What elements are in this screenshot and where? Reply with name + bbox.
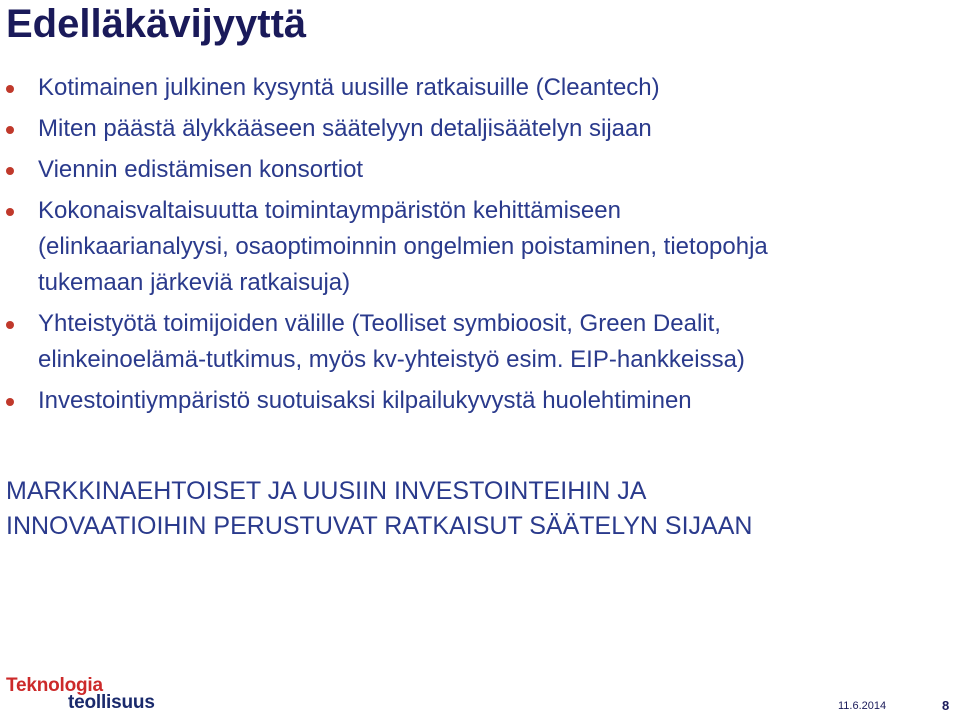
bullet-dot-icon [6,398,14,406]
slide-title: Edelläkävijyyttä [6,2,307,46]
bullet-list [0,70,960,424]
bullet-dot-icon [6,85,14,93]
bullet-text-line: tukemaan järkeviä ratkaisuja) [38,269,351,296]
bullet-text-line: elinkeinoelämä-tutkimus, myös kv-yhteistyö esim. EIP-hankkeissa) [38,346,745,373]
bullet-dot-icon [6,321,14,329]
teknologiateollisuus-logo [6,676,186,712]
bullet-dot-icon [6,126,14,134]
key-statement-line-2: INNOVAATIOIHIN PERUSTUVAT RATKAISUT SÄÄTELYN SIJAAN [6,512,753,540]
logo-word-teollisuus: teollisuus [68,692,155,713]
key-statement-line-1: MARKKINAEHTOISET JA UUSIIN INVESTOINTEIHIN JA [6,477,647,505]
bullet-text-line: Kokonaisvaltaisuutta toimintaympäristön kehittämiseen [38,197,621,224]
bullet-dot-icon [6,167,14,175]
bullet-item [0,152,960,188]
bullet-text-line: Kotimainen julkinen kysyntä uusille ratkaisuille (Cleantech) [38,74,660,101]
logo-word-teknologia: Teknologia [6,675,103,696]
bullet-item [0,306,960,378]
footer-date: 11.6.2014 [838,700,887,712]
bullet-item [0,111,960,147]
bullet-text-line: Yhteistyötä toimijoiden välille (Teolliset symbioosit, Green Dealit, [38,310,721,337]
page-number: 8 [942,698,950,713]
key-statement [6,474,752,544]
bullet-dot-icon [6,208,14,216]
bullet-item [0,383,960,419]
bullet-item [0,193,960,301]
bullet-text-line: (elinkaarianalyysi, osaoptimoinnin ongelmien poistaminen, tietopohja [38,233,768,260]
bullet-text-line: Investointiympäristö suotuisaksi kilpailukyvystä huolehtiminen [38,387,692,414]
bullet-item [0,70,960,106]
bullet-text-line: Viennin edistämisen konsortiot [38,156,364,183]
bullet-text-line: Miten päästä älykkääseen säätelyyn detaljisäätelyn sijaan [38,115,652,142]
